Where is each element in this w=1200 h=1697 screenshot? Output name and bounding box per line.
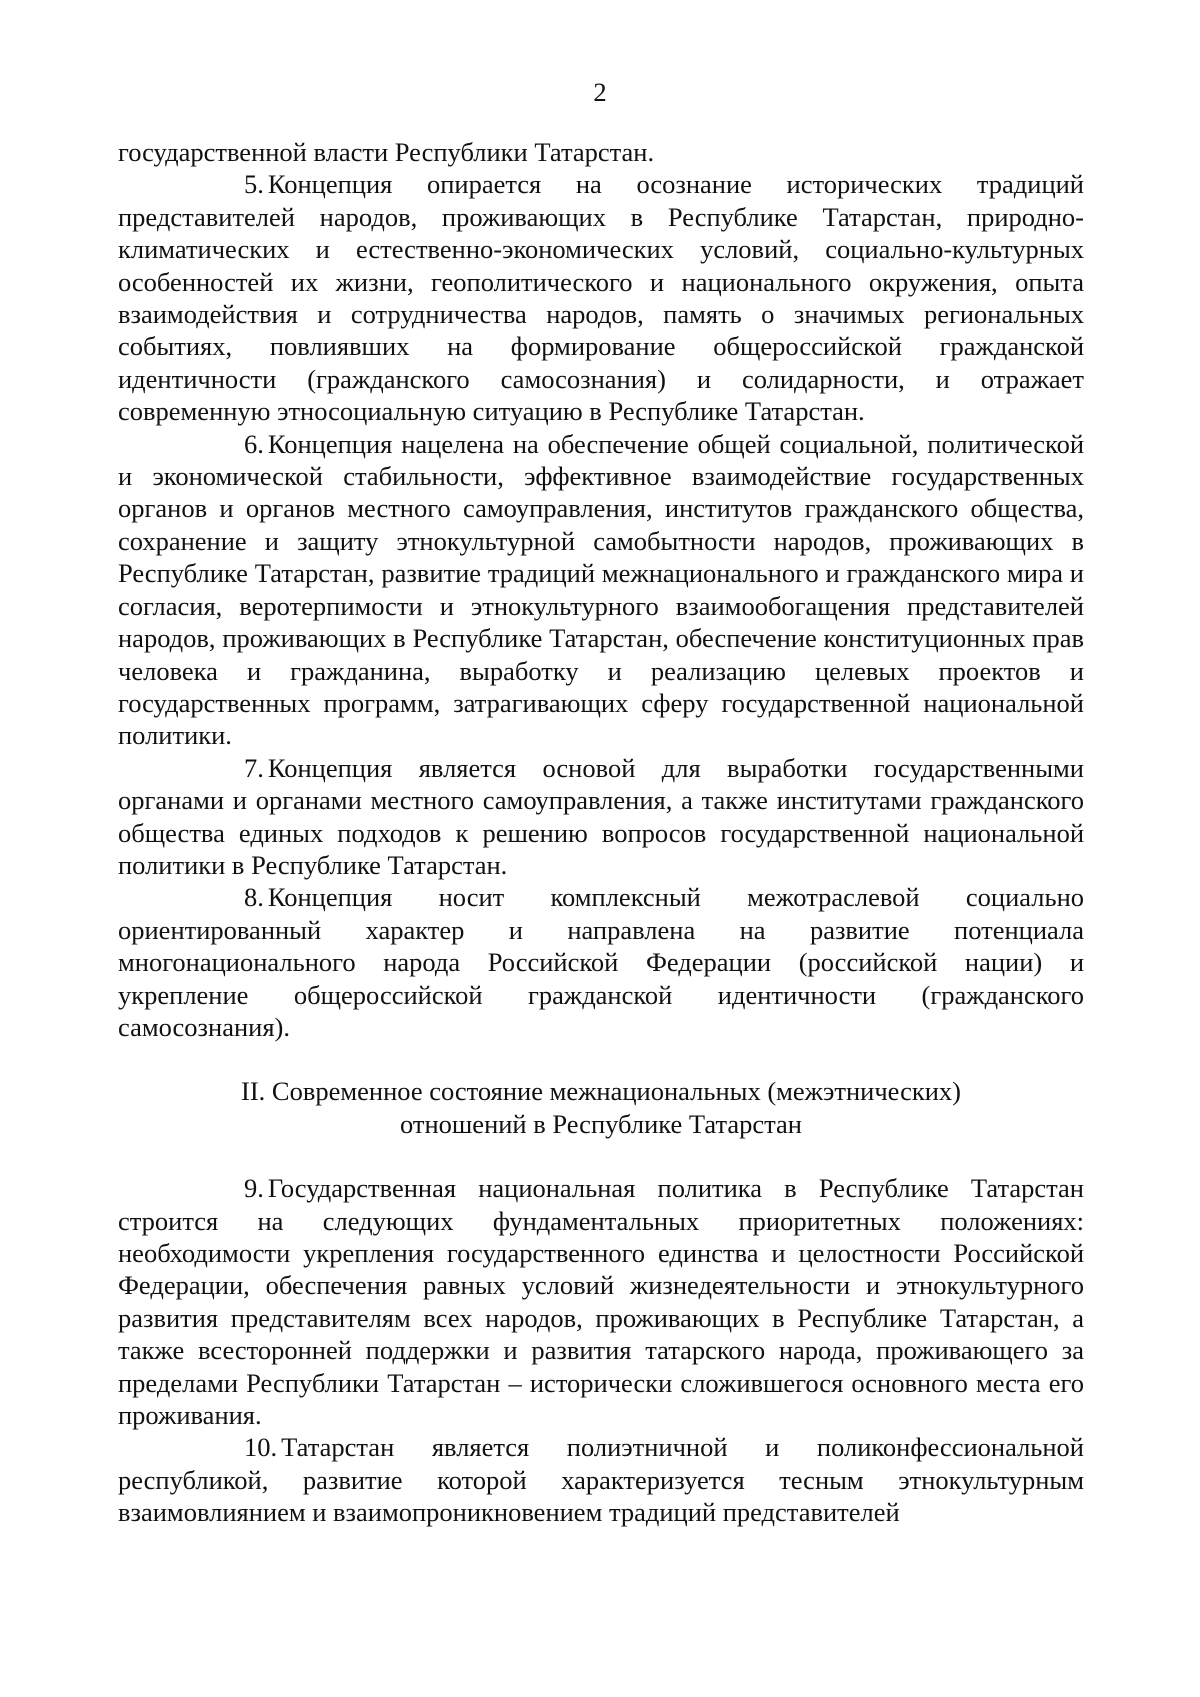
- paragraph-number: 6.: [244, 428, 264, 459]
- paragraph-text: Татарстан является полиэтничной и поликонфессиональной республикой, развитие которой характеризуется тесным этнокультурным взаимовлиянием и взаимопроникновением традиций представителей: [118, 1432, 1084, 1528]
- paragraph-number: 5.: [244, 169, 264, 200]
- paragraph-text: Концепция нацелена на обеспечение общей социальной, политической и экономической стабильности, эффективное взаимодействие государственных органов и органов местного самоуправления, институтов гражданского общества, сохранение и защиту этнокультурной самобытности народов, проживающих в Республике Татарстан, развитие традиций межнационального и гражданского мира и согласия, веротерпимости и этнокультурного взаимообогащения представителей народов, проживающих в Республике Татарстан, обеспечение конституционных прав человека и гражданина, выработку и реализацию целевых проектов и государственных программ, затрагивающих сферу государственной национальной политики.: [118, 428, 1084, 751]
- section-heading-line-1: II. Современное состояние межнациональных (межэтнических): [241, 1076, 961, 1107]
- paragraph-number: 8.: [244, 882, 264, 913]
- paragraph-text: Концепция носит комплексный межотраслевой социально ориентированный характер и направлена на развитие потенциала многонационального народа Российской Федерации (российской нации) и укрепление общероссийской гражданской идентичности (гражданского самосознания).: [118, 882, 1084, 1042]
- section-heading-line-2: отношений в Республике Татарстан: [399, 1108, 802, 1139]
- page-number: 2: [593, 77, 607, 107]
- document-body: [118, 136, 1084, 1529]
- intro-line: государственной власти Республики Татарстан.: [118, 137, 655, 167]
- paragraph-7: [118, 752, 1084, 882]
- section-heading: [118, 1075, 1084, 1140]
- paragraph-9: [118, 1172, 1084, 1431]
- paragraph-number: 9.: [244, 1173, 264, 1204]
- paragraph-text: Государственная национальная политика в Республике Татарстан строится на следующих фундаментальных приоритетных положениях: необходимости укрепления государственного единства и целостности Российской Федерации, обеспечения равных условий жизнедеятельности и этнокультурного развития представителям всех народов, проживающих в Республике Татарстан, а также всесторонней поддержки и развития татарского народа, проживающего за пределами Республики Татарстан – исторически сложившегося основного места его проживания.: [118, 1173, 1084, 1431]
- paragraph-8: [118, 881, 1084, 1043]
- paragraph-5: [118, 168, 1084, 427]
- paragraph-6: [118, 428, 1084, 752]
- paragraph-text: Концепция является основой для выработки государственными органами и органами местного самоуправления, а также институтами гражданского общества единых подходов к решению вопросов государственной национальной политики в Республике Татарстан.: [118, 752, 1084, 880]
- paragraph-number: 7.: [244, 752, 264, 783]
- paragraph-text: Концепция опирается на осознание исторических традиций представителей народов, проживающих в Республике Татарстан, природно-климатических и естественно-экономических условий, социально-культурных особенностей их жизни, геополитического и национального окружения, опыта взаимодействия и сотрудничества народов, память о значимых региональных событиях, повлиявших на формирование общероссийской гражданской идентичности (гражданского самосознания) и солидарности, и отражает современную этносоциальную ситуацию в Республике Татарстан.: [118, 169, 1084, 427]
- paragraph-number: 10.: [244, 1432, 278, 1463]
- paragraph-10: [118, 1431, 1084, 1528]
